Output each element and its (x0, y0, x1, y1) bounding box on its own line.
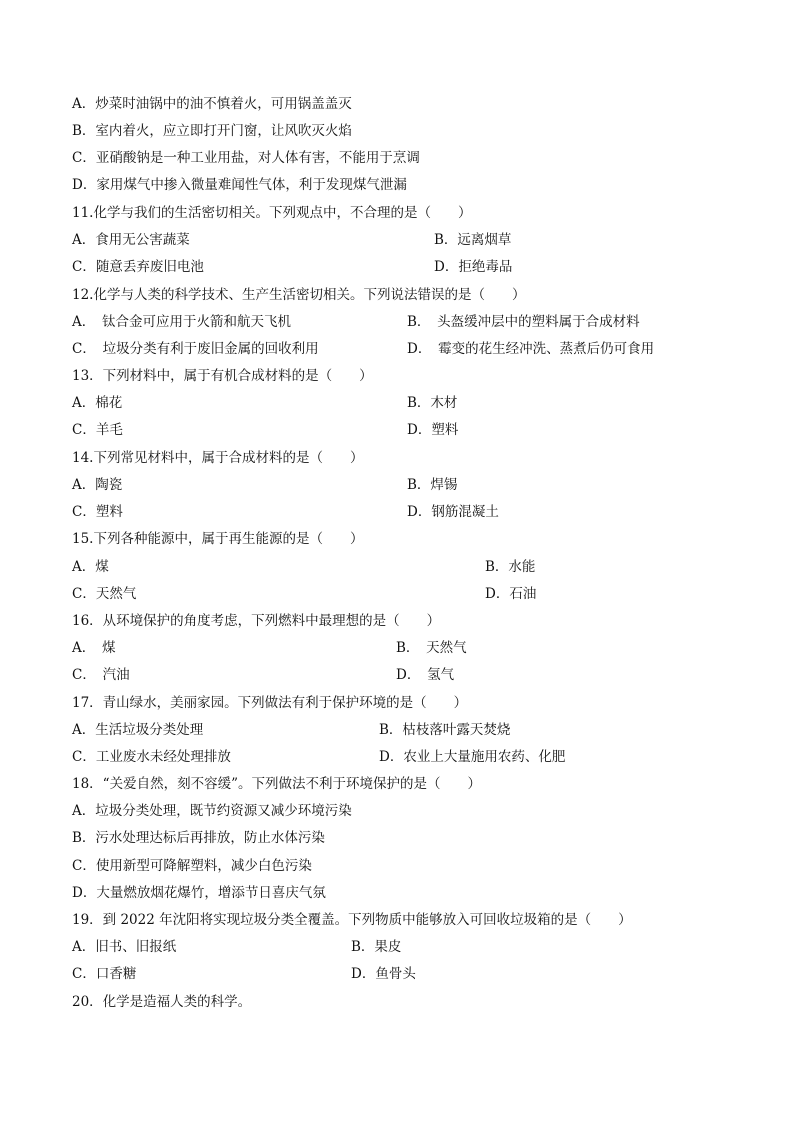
q19-stem: 19．到 2022 年沈阳将实现垃圾分类全覆盖。下列物质中能够放入可回收垃圾箱的是（ ） (72, 912, 632, 928)
q18-option-b: B．污水处理达标后再排放，防止水体污染 (72, 830, 325, 846)
q13-option-a: A．棉花 (72, 395, 123, 411)
q10-option-c: C．亚硝酸钠是一种工业用盐，对人体有害，不能用于烹调 (72, 150, 420, 166)
q15-stem: 15.下列各种能源中，属于再生能源的是（ ） (72, 531, 364, 547)
q16-option-d: D． 氢气 (396, 667, 455, 683)
q19-option-d: D．鱼骨头 (351, 966, 416, 982)
q18-option-c: C．使用新型可降解塑料，减少白色污染 (72, 858, 312, 874)
q18-stem: 18．“关爱自然，刻不容缓”。下列做法不利于环境保护的是（ ） (72, 776, 481, 792)
q11-option-b: B．远离烟草 (434, 232, 512, 248)
q10-option-a: A．炒菜时油锅中的油不慎着火，可用锅盖盖灭 (72, 96, 352, 112)
q12-stem: 12.化学与人类的科学技术、生产生活密切相关。下列说法错误的是（ ） (72, 287, 526, 303)
q11-option-c: C．随意丢弃废旧电池 (72, 259, 204, 275)
q12-option-d: D． 霉变的花生经冲洗、蒸煮后仍可食用 (407, 341, 655, 357)
q15-option-c: C．天然气 (72, 586, 137, 602)
q14-option-a: A．陶瓷 (72, 477, 123, 493)
q10-option-b: B．室内着火，应立即打开门窗，让风吹灭火焰 (72, 123, 352, 139)
q15-option-b: B．水能 (485, 559, 536, 575)
q15-option-d: D．石油 (485, 586, 537, 602)
q12-option-b: B． 头盔缓冲层中的塑料属于合成材料 (407, 314, 640, 330)
q17-stem: 17．青山绿水，美丽家园。下列做法有利于保护环境的是（ ） (72, 695, 468, 711)
q19-option-a: A．旧书、旧报纸 (72, 939, 177, 955)
q14-option-c: C．塑料 (72, 504, 123, 520)
q14-option-b: B．焊锡 (407, 477, 458, 493)
q20-stem: 20．化学是造福人类的科学。 (72, 994, 252, 1010)
q11-stem: 11.化学与我们的生活密切相关。下列观点中，不合理的是（ ） (72, 205, 472, 221)
q18-option-a: A．垃圾分类处理，既节约资源又减少环境污染 (72, 803, 352, 819)
q19-option-b: B．果皮 (351, 939, 402, 955)
q11-option-d: D．拒绝毒品 (434, 259, 513, 275)
q14-option-d: D．钢筋混凝土 (407, 504, 499, 520)
q16-stem: 16．从环境保护的角度考虑，下列燃料中最理想的是（ ） (72, 613, 441, 629)
q13-option-c: C．羊毛 (72, 422, 123, 438)
q14-stem: 14.下列常见材料中，属于合成材料的是（ ） (72, 450, 364, 466)
q17-option-d: D．农业上大量施用农药、化肥 (379, 749, 566, 765)
q13-stem: 13．下列材料中，属于有机合成材料的是（ ） (72, 368, 373, 384)
q19-option-c: C．口香糖 (72, 966, 137, 982)
q16-option-b: B． 天然气 (396, 640, 467, 656)
q16-option-c: C． 汽油 (72, 667, 130, 683)
q13-option-b: B．木材 (407, 395, 458, 411)
q17-option-c: C．工业废水未经处理排放 (72, 749, 231, 765)
q12-option-a: A． 钛合金可应用于火箭和航天飞机 (72, 314, 291, 330)
q18-option-d: D．大量燃放烟花爆竹，增添节日喜庆气氛 (72, 885, 326, 901)
q10-option-d: D．家用煤气中掺入微量难闻性气体，利于发现煤气泄漏 (72, 177, 407, 193)
q17-option-a: A．生活垃圾分类处理 (72, 722, 204, 738)
q17-option-b: B．枯枝落叶露天焚烧 (379, 722, 511, 738)
q11-option-a: A．食用无公害蔬菜 (72, 232, 190, 248)
q15-option-a: A．煤 (72, 559, 109, 575)
q12-option-c: C． 垃圾分类有利于废旧金属的回收利用 (72, 341, 319, 357)
q16-option-a: A． 煤 (72, 640, 116, 656)
q13-option-d: D．塑料 (407, 422, 459, 438)
